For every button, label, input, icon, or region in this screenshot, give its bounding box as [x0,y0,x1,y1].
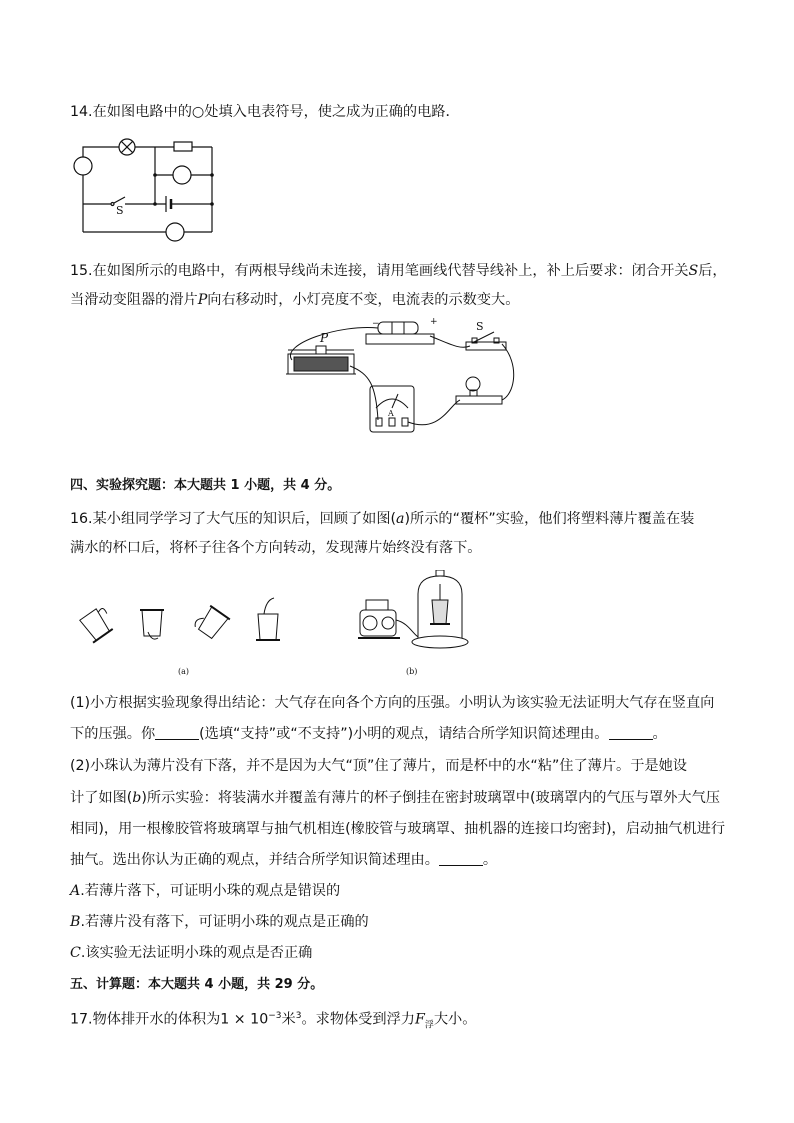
q15-physical-circuit [280,314,530,440]
answer-blank-3[interactable] [439,851,483,866]
answer-blank-2[interactable] [609,725,653,740]
section5-heading: 五、计算题：本大题共 4 小题，共 29 分。 [70,977,324,992]
option-c: C.该实验无法证明小珠的观点是否正确 [70,945,313,961]
q16-part2-line4: 抽气。选出你认为正确的观点，并结合所学知识简述理由。 。 [70,852,498,868]
q16-figure-b-vacuum-setup [354,570,474,678]
ammeter-label: A [388,409,394,418]
caption-b: (b) [406,667,418,676]
switch-label: S [116,204,124,217]
q16-part2-line1: (2)小珠认为薄片没有下落，并不是因为大气“顶”住了薄片，而是杯中的水“粘”住了薄片。于是她设 [70,758,687,774]
answer-blank-1[interactable] [155,725,199,740]
q16-part2-line2: 计了如图(b)所示实验：将装满水并覆盖有薄片的杯子倒挂在密封玻璃罩中(玻璃罩内的气压与罩外大气压 [70,790,720,806]
q16-line1: 16.某小组同学学习了大气压的知识后，回顾了如图(a)所示的“覆杯”实验，他们将塑料薄片覆盖在装 [70,511,695,527]
q14-text: 14.在如图电路中的○处填入电表符号，使之成为正确的电路． [70,104,460,120]
q17-text: 17.物体排开水的体积为$1 \times 10^{-3}$米$^3$。求物体受到浮力$F_浮$大小。 [70,1011,477,1031]
q16-line2: 满水的杯口后，将杯子往各个方向转动，发现薄片始终没有落下。 [70,540,482,556]
switch-label-s: S [476,320,484,333]
q16-part1-line1: (1)小方根据实验现象得出结论：大气存在向各个方向的压强。小明认为该实验无法证明大气存在竖直向 [70,695,715,711]
section4-heading: 四、实验探究题：本大题共 1 小题，共 4 分。 [70,478,341,493]
q14-circuit-diagram [70,132,220,244]
q16-part1-line2: 下的压强。你 (选填“支持”或“不支持”)小明的观点，请结合所学知识简述理由。 。 [70,726,667,742]
q16-part2-line3: 相同)，用一根橡胶管将玻璃罩与抽气机相连(橡胶管与玻璃罩、抽机器的连接口均密封)，启动抽气机进行 [70,821,726,837]
q15-line1: 15.在如图所示的电路中，有两根导线尚未连接，请用笔画线代替导线补上，补上后要求：闭合开关S后， [70,263,727,279]
q15-line2: 当滑动变阻器的滑片P向右移动时，小灯亮度不变，电流表的示数变大。 [70,292,520,308]
battery-plus-label: + [430,317,438,327]
battery-minus-label: − [372,319,380,329]
caption-a: (a) [178,667,190,676]
option-b: B.若薄片没有落下，可证明小珠的观点是正确的 [70,914,369,930]
option-a: A.若薄片落下，可证明小珠的观点是错误的 [70,883,341,899]
q16-figure-a-cups [70,596,292,676]
slider-label-p: P [320,331,329,345]
